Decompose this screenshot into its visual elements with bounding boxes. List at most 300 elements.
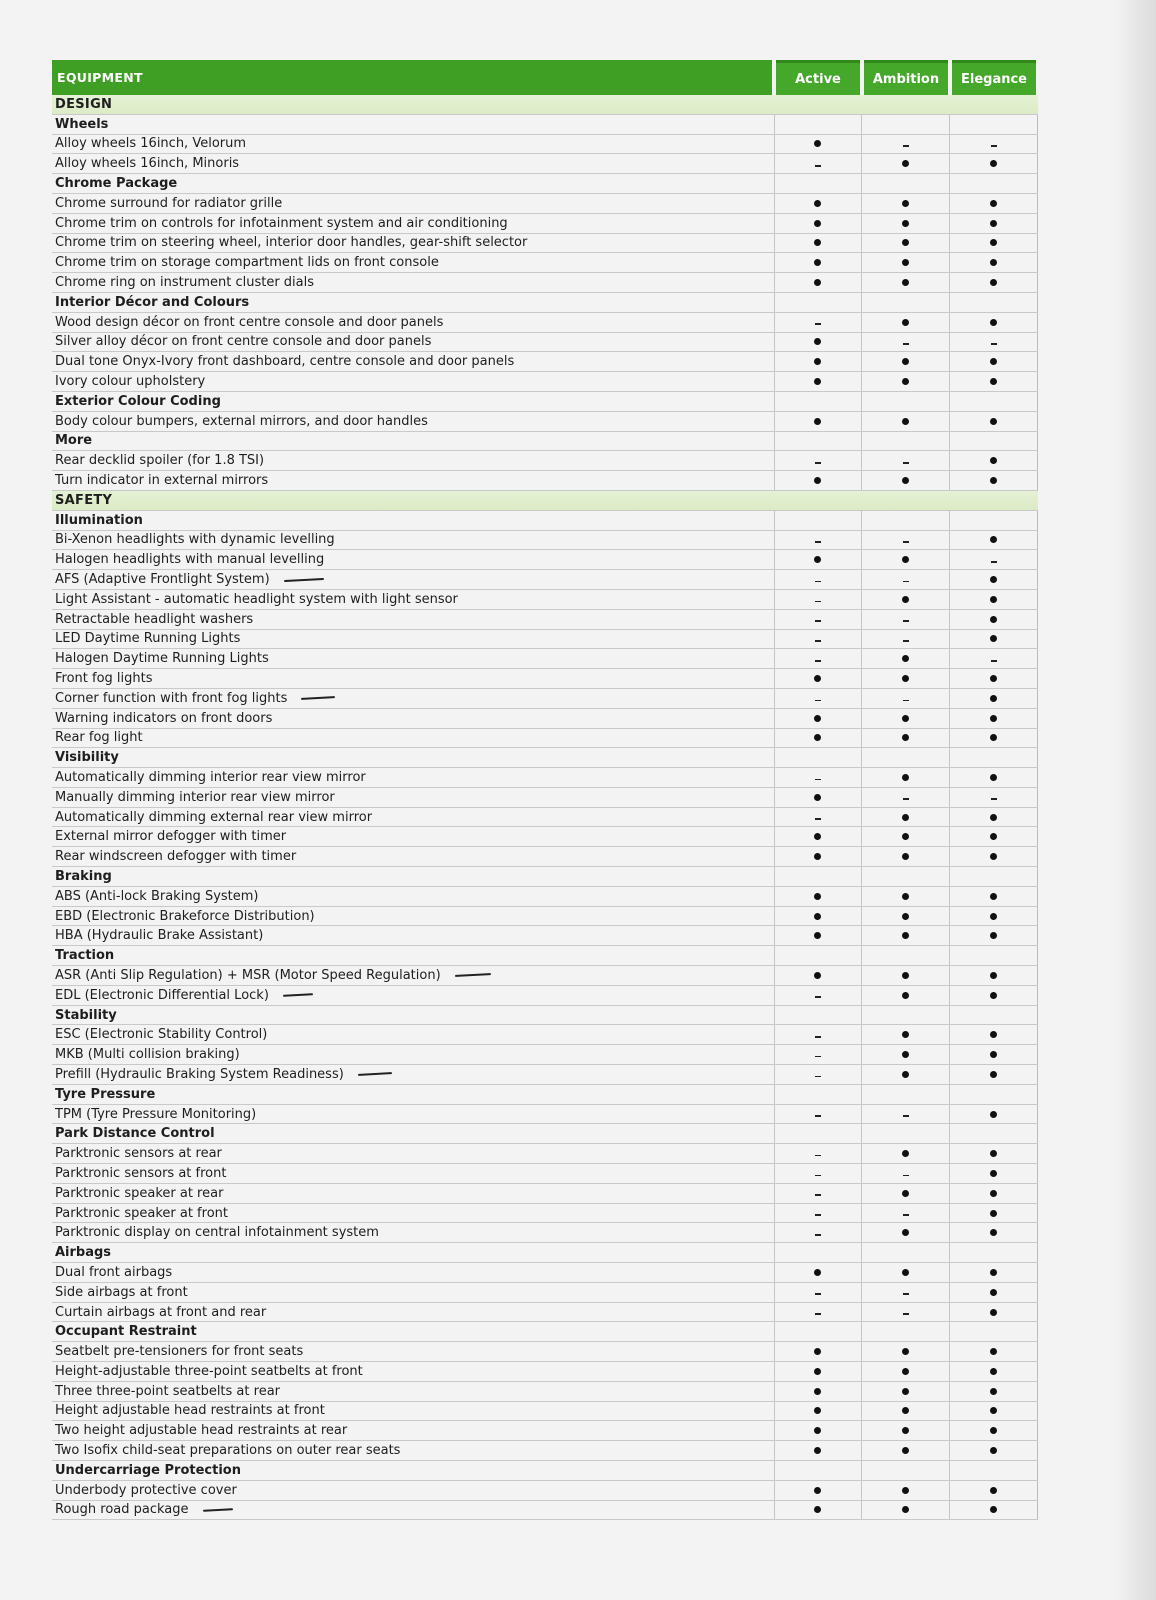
cell-elegance [950,887,1038,906]
feature-label [52,926,775,945]
standard-dot-icon [990,1407,997,1414]
standard-dot-icon [990,853,997,860]
cell-ambition [862,1402,950,1421]
cell-active [775,748,863,767]
cell-active [775,174,863,193]
cell-ambition [862,1342,950,1361]
row-label-text: Rear decklid spoiler (for 1.8 TSI) [55,453,265,469]
feature-label [52,1204,775,1223]
cell-elegance [950,1085,1038,1104]
cell-active [775,313,863,332]
group-label [52,867,775,886]
standard-dot-icon [814,1368,821,1375]
section-row [52,491,1038,511]
cell-ambition [862,1045,950,1064]
standard-dot-icon [990,259,997,266]
not-available-dash-icon [991,798,997,800]
cell-active [775,1124,863,1143]
cell-elegance [950,946,1038,965]
standard-dot-icon [814,378,821,385]
row-label-text: Chrome trim on storage compartment lids on front console [55,255,439,271]
feature-label [52,1283,775,1302]
standard-dot-icon [902,1150,909,1157]
row-label-text: Parktronic speaker at front [55,1205,228,1221]
cell-elegance [950,1322,1038,1341]
feature-label [52,214,775,233]
row-label-text: Alloy wheels 16inch, Velorum [55,136,247,152]
cell-ambition [862,808,950,827]
cell-active [775,1263,863,1282]
row-label-text: Stability [55,1007,117,1023]
not-available-dash-icon [903,798,909,800]
cell-elegance [950,847,1038,866]
feature-label [52,352,775,371]
feature-label [52,1342,775,1361]
group-row [52,1461,1038,1481]
standard-dot-icon [990,1487,997,1494]
table-row [52,630,1038,650]
standard-dot-icon [814,418,821,425]
cell-active [775,709,863,728]
table-row [52,333,1038,353]
cell-active [775,847,863,866]
cell-active [775,1481,863,1500]
standard-dot-icon [990,1229,997,1236]
table-row [52,135,1038,155]
standard-dot-icon [990,1031,997,1038]
cell-elegance [950,1124,1038,1143]
feature-label [52,531,775,550]
cell-elegance [950,570,1038,589]
feature-label [52,709,775,728]
feature-label [52,550,775,569]
cell-elegance [950,451,1038,470]
table-row [52,154,1038,174]
cell-ambition [862,1303,950,1322]
cell-elegance [950,669,1038,688]
group-label [52,174,775,193]
standard-dot-icon [990,1190,997,1197]
feature-label [52,808,775,827]
section-label [52,491,775,510]
table-row [52,1184,1038,1204]
cell-ambition [862,649,950,668]
feature-label [52,1501,775,1520]
table-row [52,214,1038,234]
standard-dot-icon [990,635,997,642]
table-row [52,1065,1038,1085]
table-row [52,1382,1038,1402]
standard-dot-icon [902,1348,909,1355]
not-available-dash-icon [815,323,821,325]
table-row [52,1501,1038,1521]
cell-active [775,471,863,490]
cell-ambition [862,293,950,312]
not-available-dash-icon [903,462,909,464]
feature-label [52,1105,775,1124]
cell-ambition [862,1164,950,1183]
standard-dot-icon [814,972,821,979]
row-label-text: Park Distance Control [55,1126,215,1142]
row-label-text: Halogen headlights with manual levelling [55,552,325,568]
cell-ambition [862,748,950,767]
cell-active [775,1303,863,1322]
cell-elegance [950,649,1038,668]
cell-active [775,1322,863,1341]
not-available-dash-icon [815,1293,821,1295]
standard-dot-icon [814,833,821,840]
cell-active [775,1085,863,1104]
standard-dot-icon [902,200,909,207]
standard-dot-icon [990,675,997,682]
feature-label [52,412,775,431]
standard-dot-icon [990,1170,997,1177]
cell-elegance [950,214,1038,233]
cell-ambition [862,1243,950,1262]
cell-ambition [862,946,950,965]
not-available-dash-icon [903,1293,909,1295]
row-label-text: Braking [55,868,112,884]
cell-active [775,1382,863,1401]
standard-dot-icon [990,279,997,286]
cell-active [775,1362,863,1381]
table-row [52,531,1038,551]
cell-elegance [950,827,1038,846]
cell-ambition [862,986,950,1005]
row-label-text: Traction [55,948,115,964]
standard-dot-icon [902,160,909,167]
equipment-table [52,60,1038,1520]
cell-elegance [950,352,1038,371]
standard-dot-icon [902,239,909,246]
cell-elegance [950,135,1038,154]
standard-dot-icon [814,1269,821,1276]
cell-active [775,451,863,470]
not-available-dash-icon [815,462,821,464]
table-row [52,649,1038,669]
standard-dot-icon [990,1506,997,1513]
cell-active [775,1144,863,1163]
feature-label [52,649,775,668]
cell-active [775,273,863,292]
cell-active [775,1402,863,1421]
pen-mark [284,577,324,581]
not-available-dash-icon [903,581,909,583]
cell-active [775,392,863,411]
cell-elegance [950,432,1038,451]
feature-label [52,847,775,866]
standard-dot-icon [990,319,997,326]
cell-active [775,887,863,906]
row-label-text: Dual tone Onyx-Ivory front dashboard, centre console and door panels [55,354,515,370]
row-label-text: Chrome trim on steering wheel, interior door handles, gear-shift selector [55,235,528,251]
cell-elegance [950,1362,1038,1381]
standard-dot-icon [902,715,909,722]
table-header [52,60,1038,95]
standard-dot-icon [902,734,909,741]
not-available-dash-icon [815,1076,821,1078]
cell-elegance [950,531,1038,550]
cell-ambition [862,966,950,985]
row-label-text: Interior Décor and Colours [55,294,250,310]
standard-dot-icon [814,477,821,484]
not-available-dash-icon [903,343,909,345]
standard-dot-icon [902,418,909,425]
cell-ambition [862,1085,950,1104]
row-label-text: Automatically dimming interior rear view mirror [55,769,366,785]
feature-label [52,827,775,846]
standard-dot-icon [990,477,997,484]
cell-ambition [862,847,950,866]
not-available-dash-icon [903,1175,909,1177]
row-label-text: Underbody protective cover [55,1482,237,1498]
standard-dot-icon [814,200,821,207]
not-available-dash-icon [815,1313,821,1315]
cell-elegance [950,253,1038,272]
feature-label [52,451,775,470]
cell-ambition [862,590,950,609]
standard-dot-icon [990,893,997,900]
cell-elegance [950,966,1038,985]
cell-elegance [950,1421,1038,1440]
standard-dot-icon [990,160,997,167]
standard-dot-icon [814,932,821,939]
feature-label [52,253,775,272]
feature-label [52,1045,775,1064]
cell-ambition [862,610,950,629]
standard-dot-icon [902,1190,909,1197]
cell-elegance [950,1342,1038,1361]
cell-ambition [862,352,950,371]
standard-dot-icon [902,556,909,563]
row-label-text: EBD (Electronic Brakeforce Distribution) [55,908,315,924]
standard-dot-icon [902,833,909,840]
row-label-text: AFS (Adaptive Frontlight System) [55,572,270,588]
standard-dot-icon [990,913,997,920]
table-row [52,313,1038,333]
table-row [52,887,1038,907]
not-available-dash-icon [903,1313,909,1315]
cell-ambition [862,471,950,490]
feature-label [52,768,775,787]
row-label-text: Three three-point seatbelts at rear [55,1383,280,1399]
section-label [52,95,775,114]
not-available-dash-icon [903,1115,909,1117]
cell-elegance [950,1283,1038,1302]
cell-active [775,1501,863,1520]
standard-dot-icon [990,239,997,246]
group-label [52,1124,775,1143]
standard-dot-icon [990,1447,997,1454]
cell-ambition [862,630,950,649]
standard-dot-icon [990,1210,997,1217]
standard-dot-icon [902,259,909,266]
cell-ambition [862,1322,950,1341]
cell-ambition [862,1362,950,1381]
feature-label [52,1184,775,1203]
table-row [52,253,1038,273]
cell-ambition [862,451,950,470]
feature-label [52,313,775,332]
feature-label [52,372,775,391]
table-row [52,768,1038,788]
group-row [52,392,1038,412]
row-label-text: Chrome ring on instrument cluster dials [55,275,315,291]
feature-label [52,570,775,589]
cell-elegance [950,630,1038,649]
table-row [52,788,1038,808]
cell-active [775,214,863,233]
group-row [52,946,1038,966]
cell-ambition [862,709,950,728]
standard-dot-icon [814,1506,821,1513]
feature-label [52,689,775,708]
standard-dot-icon [990,1427,997,1434]
cell-elegance [950,273,1038,292]
table-row [52,1223,1038,1243]
cell-elegance [950,1303,1038,1322]
cell-elegance [950,907,1038,926]
cell-elegance [950,1164,1038,1183]
standard-dot-icon [902,596,909,603]
row-label-text: Silver alloy décor on front centre console and door panels [55,334,432,350]
cell-ambition [862,412,950,431]
feature-label [52,1025,775,1044]
not-available-dash-icon [815,779,821,781]
not-available-dash-icon [815,1115,821,1117]
feature-label [52,471,775,490]
standard-dot-icon [902,1388,909,1395]
cell-elegance [950,194,1038,213]
not-available-dash-icon [815,996,821,998]
cell-active [775,946,863,965]
group-label [52,1322,775,1341]
table-row [52,808,1038,828]
standard-dot-icon [902,774,909,781]
cell-ambition [862,95,950,114]
feature-label [52,630,775,649]
cell-ambition [862,1461,950,1480]
group-row [52,1085,1038,1105]
standard-dot-icon [814,893,821,900]
cell-active [775,115,863,134]
cell-ambition [862,154,950,173]
row-label-text: Bi-Xenon headlights with dynamic levelling [55,532,335,548]
table-row [52,1263,1038,1283]
standard-dot-icon [990,220,997,227]
pen-mark [301,696,335,700]
table-row [52,234,1038,254]
cell-active [775,610,863,629]
cell-ambition [862,1204,950,1223]
standard-dot-icon [990,1289,997,1296]
cell-ambition [862,234,950,253]
feature-label [52,907,775,926]
row-label-text: Turn indicator in external mirrors [55,473,269,489]
cell-active [775,1105,863,1124]
group-row [52,293,1038,313]
standard-dot-icon [990,1269,997,1276]
cell-ambition [862,273,950,292]
table-row [52,412,1038,432]
group-row [52,115,1038,135]
standard-dot-icon [814,358,821,365]
cell-ambition [862,1421,950,1440]
standard-dot-icon [990,814,997,821]
not-available-dash-icon [815,165,821,167]
cell-active [775,1461,863,1480]
standard-dot-icon [902,913,909,920]
cell-ambition [862,689,950,708]
cell-ambition [862,313,950,332]
standard-dot-icon [902,477,909,484]
not-available-dash-icon [815,640,821,642]
cell-ambition [862,1382,950,1401]
table-row [52,1144,1038,1164]
standard-dot-icon [902,1071,909,1078]
cell-elegance [950,471,1038,490]
feature-label [52,135,775,154]
standard-dot-icon [902,1229,909,1236]
cell-elegance [950,1382,1038,1401]
not-available-dash-icon [815,541,821,543]
feature-label [52,1144,775,1163]
header-elegance: Elegance [952,60,1036,95]
group-label [52,1243,775,1262]
feature-label [52,1303,775,1322]
cell-active [775,1283,863,1302]
standard-dot-icon [902,972,909,979]
standard-dot-icon [902,893,909,900]
cell-ambition [862,1124,950,1143]
cell-active [775,293,863,312]
feature-label [52,1382,775,1401]
feature-label [52,1263,775,1282]
row-label-text: HBA (Hydraulic Brake Assistant) [55,928,264,944]
table-row [52,1045,1038,1065]
cell-active [775,966,863,985]
group-row [52,867,1038,887]
cell-ambition [862,1263,950,1282]
row-label-text: Parktronic sensors at rear [55,1146,222,1162]
cell-ambition [862,827,950,846]
cell-active [775,333,863,352]
group-row [52,748,1038,768]
table-row [52,1342,1038,1362]
row-label-text: Height adjustable head restraints at front [55,1403,325,1419]
cell-elegance [950,748,1038,767]
cell-active [775,689,863,708]
cell-active [775,827,863,846]
row-label-text: Height-adjustable three-point seatbelts at front [55,1363,363,1379]
feature-label [52,1481,775,1500]
standard-dot-icon [902,220,909,227]
standard-dot-icon [902,1269,909,1276]
row-label-text: Parktronic speaker at rear [55,1185,224,1201]
standard-dot-icon [902,1407,909,1414]
cell-ambition [862,511,950,530]
table-row [52,1421,1038,1441]
standard-dot-icon [814,279,821,286]
row-label-text: Ivory colour upholstery [55,374,206,390]
cell-elegance [950,154,1038,173]
cell-active [775,1243,863,1262]
table-row [52,907,1038,927]
feature-label [52,887,775,906]
cell-elegance [950,115,1038,134]
standard-dot-icon [990,1051,997,1058]
standard-dot-icon [902,853,909,860]
